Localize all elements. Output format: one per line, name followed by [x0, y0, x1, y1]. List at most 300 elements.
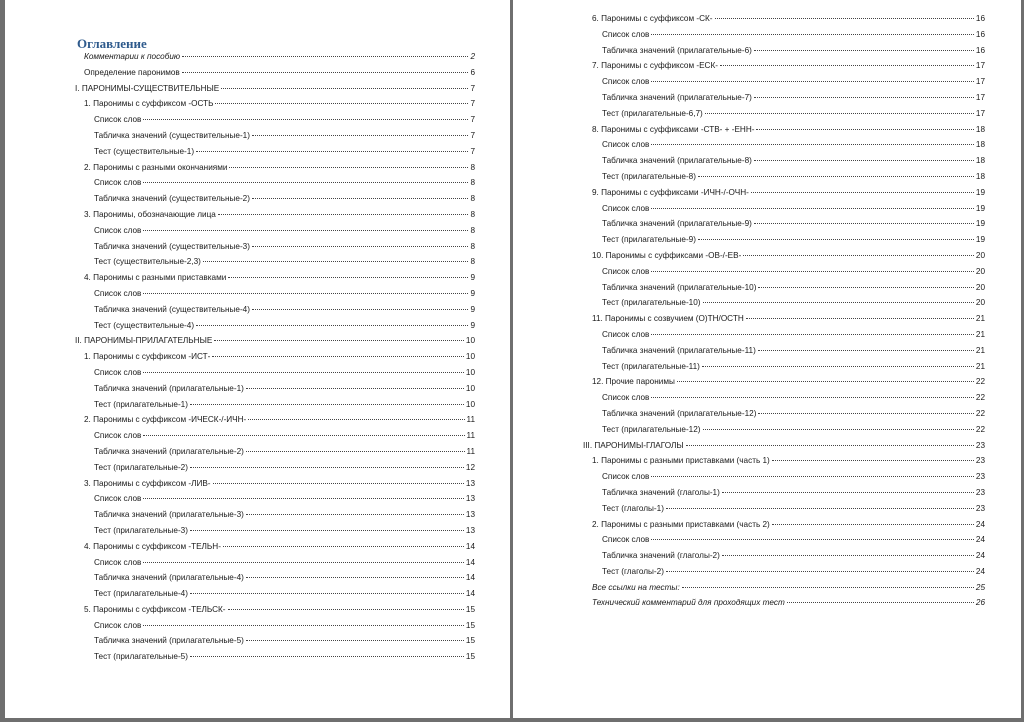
- toc-page-number: 15: [465, 620, 475, 630]
- toc-page-number: 25: [975, 582, 985, 592]
- toc-page-number: 15: [465, 652, 475, 662]
- dot-leader: [190, 593, 464, 594]
- toc-page-number: 18: [975, 140, 985, 150]
- toc-entry-label: Тест (прилагательные-1): [94, 399, 188, 409]
- toc-page-number: 22: [975, 424, 985, 434]
- dot-leader: [756, 129, 973, 130]
- toc-list-left: [5, 52, 475, 668]
- toc-entry[interactable]: [5, 210, 475, 226]
- toc-entry[interactable]: [513, 583, 985, 599]
- dot-leader: [705, 113, 974, 114]
- toc-entry-label: Табличка значений (прилагательные-11): [602, 345, 756, 355]
- toc-entry[interactable]: [513, 362, 985, 378]
- toc-entry[interactable]: [513, 125, 985, 141]
- toc-entry[interactable]: [513, 61, 985, 77]
- toc-entry-label: 10. Паронимы с суффиксами -ОВ-/-ЕВ-: [592, 250, 742, 260]
- toc-entry[interactable]: [5, 621, 475, 637]
- toc-page-number: 8: [470, 162, 475, 172]
- toc-entry-label: Табличка значений (прилагательные-2): [94, 446, 244, 456]
- toc-entry-label: Табличка значений (прилагательные-10): [602, 282, 757, 292]
- toc-page-number: 22: [975, 377, 985, 387]
- toc-entry[interactable]: [5, 115, 475, 131]
- toc-entry[interactable]: [513, 298, 985, 314]
- toc-page-number: 20: [975, 298, 985, 308]
- toc-entry[interactable]: [5, 494, 475, 510]
- toc-entry-label: Список слов: [602, 203, 650, 213]
- dot-leader: [203, 261, 469, 262]
- toc-entry-label: 1. Паронимы с суффиксом -ИСТ-: [84, 352, 211, 362]
- toc-entry[interactable]: [5, 384, 475, 400]
- toc-page-number: 8: [470, 241, 475, 251]
- toc-entry-label: Список слов: [94, 115, 142, 125]
- dot-leader: [190, 467, 464, 468]
- toc-page-number: 23: [975, 440, 985, 450]
- toc-page-number: 18: [975, 171, 985, 181]
- toc-entry[interactable]: [5, 289, 475, 305]
- dot-leader: [754, 160, 974, 161]
- toc-entry[interactable]: [5, 52, 475, 68]
- toc-page-number: 23: [975, 472, 985, 482]
- dot-leader: [229, 167, 468, 168]
- toc-entry-label: 1. Паронимы с суффиксом -ОСТЬ: [84, 99, 214, 109]
- dot-leader: [754, 223, 974, 224]
- toc-entry[interactable]: [513, 346, 985, 362]
- toc-entry[interactable]: [513, 488, 985, 504]
- toc-page-number: 20: [975, 282, 985, 292]
- dot-leader: [190, 656, 464, 657]
- toc-title: Оглавление: [77, 36, 147, 51]
- toc-entry[interactable]: [5, 305, 475, 321]
- dot-leader: [212, 356, 464, 357]
- toc-entry-label: Табличка значений (прилагательные-4): [94, 573, 244, 583]
- toc-page-number: 20: [975, 250, 985, 260]
- toc-entry[interactable]: [5, 147, 475, 163]
- dot-leader: [651, 539, 974, 540]
- toc-page-number: 19: [975, 187, 985, 197]
- toc-entry-label: 3. Паронимы с суффиксом -ЛИВ-: [84, 478, 211, 488]
- toc-page-number: 11: [466, 431, 475, 441]
- toc-page-number: 7: [470, 146, 475, 156]
- toc-page-number: 22: [975, 393, 985, 403]
- toc-page-number: 9: [470, 320, 475, 330]
- toc-entry[interactable]: [5, 368, 475, 384]
- toc-page-number: 19: [975, 235, 985, 245]
- toc-page-number: 17: [975, 77, 985, 87]
- dot-leader: [143, 293, 468, 294]
- toc-entry[interactable]: [513, 472, 985, 488]
- toc-entry[interactable]: [513, 393, 985, 409]
- toc-entry[interactable]: [5, 178, 475, 194]
- toc-entry[interactable]: [5, 273, 475, 289]
- dot-leader: [758, 350, 974, 351]
- toc-entry-label: Тест (существительные-2,3): [94, 257, 201, 267]
- toc-entry-label: Список слов: [94, 367, 142, 377]
- dot-leader: [651, 34, 974, 35]
- dot-leader: [758, 413, 973, 414]
- toc-entry[interactable]: [5, 99, 475, 115]
- dot-leader: [223, 546, 464, 547]
- toc-entry[interactable]: [513, 520, 985, 536]
- toc-entry[interactable]: [5, 321, 475, 337]
- toc-entry-label: Список слов: [602, 29, 650, 39]
- toc-entry[interactable]: [513, 46, 985, 62]
- toc-entry-label: 12. Прочие паронимы: [592, 377, 675, 387]
- dot-leader: [143, 119, 468, 120]
- toc-entry-label: Табличка значений (глаголы-2): [602, 551, 720, 561]
- toc-entry[interactable]: [5, 400, 475, 416]
- toc-page-number: 18: [975, 156, 985, 166]
- dot-leader: [190, 530, 464, 531]
- toc-page-number: 10: [465, 367, 475, 377]
- toc-entry[interactable]: [5, 242, 475, 258]
- dot-leader: [758, 287, 973, 288]
- dot-leader: [651, 476, 974, 477]
- toc-page-number: 26: [975, 598, 985, 608]
- toc-entry[interactable]: [5, 431, 475, 447]
- toc-entry-label: Список слов: [602, 77, 650, 87]
- dot-leader: [190, 404, 464, 405]
- toc-page-number: 10: [465, 383, 475, 393]
- toc-entry[interactable]: [513, 267, 985, 283]
- toc-entry-label: III. ПАРОНИМЫ-ГЛАГОЛЫ: [583, 440, 684, 450]
- toc-entry-label: Табличка значений (прилагательные-5): [94, 636, 244, 646]
- toc-page-number: 13: [465, 510, 475, 520]
- toc-entry-label: Определение паронимов: [84, 67, 180, 77]
- toc-entry[interactable]: [5, 542, 475, 558]
- dot-leader: [143, 562, 464, 563]
- dot-leader: [666, 571, 974, 572]
- toc-entry[interactable]: [513, 330, 985, 346]
- toc-entry-label: Тест (прилагательные-5): [94, 652, 188, 662]
- dot-leader: [746, 318, 974, 319]
- toc-page-number: 19: [975, 203, 985, 213]
- toc-page-right: [513, 0, 1021, 718]
- toc-entry-label: Список слов: [94, 557, 142, 567]
- toc-entry[interactable]: [513, 172, 985, 188]
- toc-entry[interactable]: [5, 194, 475, 210]
- toc-entry-label: Тест (прилагательные-8): [602, 171, 696, 181]
- dot-leader: [252, 198, 468, 199]
- dot-leader: [143, 498, 464, 499]
- toc-page-number: 7: [470, 130, 475, 140]
- dot-leader: [213, 483, 464, 484]
- toc-entry[interactable]: [5, 636, 475, 652]
- dot-leader: [720, 65, 974, 66]
- toc-entry-label: 4. Паронимы с суффиксом -ТЕЛЬН-: [84, 541, 221, 551]
- toc-entry-label: Табличка значений (существительные-2): [94, 194, 250, 204]
- toc-entry-label: 11. Паронимы с созвучием (О)ТН/ОСТН: [592, 314, 744, 324]
- toc-entry-label: 2. Паронимы с разными приставками (часть 2): [592, 519, 770, 529]
- toc-page-number: 15: [465, 636, 475, 646]
- toc-page-number: 11: [466, 415, 475, 425]
- dot-leader: [772, 524, 974, 525]
- toc-page-number: 14: [465, 541, 475, 551]
- toc-entry[interactable]: [5, 336, 475, 352]
- toc-page-number: 21: [975, 329, 985, 339]
- toc-page-left: [5, 0, 510, 718]
- toc-page-number: 7: [470, 83, 475, 93]
- toc-page-number: 20: [975, 266, 985, 276]
- dot-leader: [651, 397, 974, 398]
- toc-page-number: 8: [470, 209, 475, 219]
- toc-page-number: 13: [465, 525, 475, 535]
- toc-entry-label: I. ПАРОНИМЫ-СУЩЕСТВИТЕЛЬНЫЕ: [75, 83, 220, 93]
- toc-entry-label: 3. Паронимы, обозначающие лица: [84, 209, 216, 219]
- dot-leader: [651, 81, 974, 82]
- toc-entry-label: 4. Паронимы с разными приставками: [84, 273, 227, 283]
- dot-leader: [228, 277, 468, 278]
- toc-entry[interactable]: [513, 235, 985, 251]
- toc-page-number: 7: [470, 115, 475, 125]
- dot-leader: [698, 176, 974, 177]
- toc-entry[interactable]: [513, 156, 985, 172]
- toc-entry[interactable]: [5, 68, 475, 84]
- toc-entry-label: Список слов: [94, 494, 142, 504]
- toc-entry-label: Список слов: [602, 140, 650, 150]
- toc-entry-label: 1. Паронимы с разными приставками (часть 1): [592, 456, 770, 466]
- toc-page-number: 11: [466, 446, 475, 456]
- dot-leader: [246, 388, 464, 389]
- dot-leader: [182, 72, 469, 73]
- dot-leader: [686, 445, 974, 446]
- toc-page-number: 24: [975, 566, 985, 576]
- toc-entry-label: Список слов: [602, 393, 650, 403]
- toc-entry-label: Табличка значений (прилагательные-12): [602, 408, 757, 418]
- dot-leader: [215, 103, 468, 104]
- toc-entry[interactable]: [5, 526, 475, 542]
- dot-leader: [743, 255, 974, 256]
- toc-entry[interactable]: [513, 283, 985, 299]
- toc-page-number: 23: [975, 503, 985, 513]
- toc-entry[interactable]: [5, 352, 475, 368]
- toc-entry[interactable]: [5, 415, 475, 431]
- dot-leader: [143, 372, 464, 373]
- toc-page-number: 9: [470, 273, 475, 283]
- toc-entry-label: 6. Паронимы с суффиксом -СК-: [592, 14, 713, 23]
- toc-entry-label: Тест (прилагательные-3): [94, 525, 188, 535]
- dot-leader: [248, 419, 464, 420]
- toc-entry-label: Комментарии к пособию: [84, 52, 181, 61]
- toc-page-number: 24: [975, 519, 985, 529]
- toc-entry[interactable]: [5, 84, 475, 100]
- toc-page-number: 16: [975, 45, 985, 55]
- toc-page-number: 8: [470, 257, 475, 267]
- toc-page-number: 10: [465, 336, 475, 346]
- toc-entry-label: Список слов: [602, 535, 650, 545]
- toc-page-number: 13: [465, 494, 475, 504]
- toc-entry[interactable]: [513, 441, 985, 457]
- dot-leader: [218, 214, 469, 215]
- toc-entry[interactable]: [5, 463, 475, 479]
- toc-entry[interactable]: [513, 409, 985, 425]
- dot-leader: [252, 309, 468, 310]
- toc-entry-label: Список слов: [94, 620, 142, 630]
- toc-entry-label: Табличка значений (прилагательные-9): [602, 219, 752, 229]
- toc-entry-label: 8. Паронимы с суффиксами -СТВ- + -ЕНН-: [592, 124, 755, 134]
- dot-leader: [772, 460, 974, 461]
- toc-entry[interactable]: [5, 605, 475, 621]
- toc-entry-label: Тест (существительные-4): [94, 320, 195, 330]
- toc-page-number: 12: [465, 462, 475, 472]
- toc-entry-label: Табличка значений (существительные-4): [94, 304, 250, 314]
- toc-page-number: 17: [975, 92, 985, 102]
- dot-leader: [651, 334, 974, 335]
- toc-page-number: 18: [975, 124, 985, 134]
- toc-page-number: 21: [975, 361, 985, 371]
- toc-entry[interactable]: [513, 598, 985, 614]
- toc-entry[interactable]: [5, 589, 475, 605]
- toc-entry-label: Все ссылки на тесты:: [592, 582, 680, 592]
- dot-leader: [182, 56, 468, 57]
- toc-entry-label: Тест (прилагательные-11): [602, 361, 700, 371]
- toc-entry-label: Список слов: [94, 178, 142, 188]
- toc-page-number: 23: [975, 456, 985, 466]
- toc-entry[interactable]: [513, 551, 985, 567]
- toc-entry[interactable]: [5, 447, 475, 463]
- toc-entry-label: Список слов: [94, 225, 142, 235]
- toc-entry[interactable]: [513, 14, 985, 30]
- dot-leader: [754, 50, 974, 51]
- toc-page-number: 9: [470, 304, 475, 314]
- toc-page-number: 13: [465, 478, 475, 488]
- toc-page-number: 9: [470, 288, 475, 298]
- toc-entry-label: Тест (глаголы-2): [602, 566, 664, 576]
- toc-entry[interactable]: [513, 109, 985, 125]
- toc-page-number: 21: [975, 345, 985, 355]
- toc-entry[interactable]: [5, 573, 475, 589]
- toc-entry[interactable]: [513, 425, 985, 441]
- toc-entry[interactable]: [513, 219, 985, 235]
- toc-entry-label: Тест (прилагательные-2): [94, 462, 188, 472]
- toc-page-number: 19: [975, 219, 985, 229]
- dot-leader: [703, 302, 974, 303]
- dot-leader: [651, 208, 974, 209]
- toc-entry-label: Табличка значений (прилагательные-7): [602, 92, 752, 102]
- dot-leader: [252, 246, 468, 247]
- toc-entry[interactable]: [5, 226, 475, 242]
- dot-leader: [246, 451, 465, 452]
- dot-leader: [196, 151, 468, 152]
- toc-entry[interactable]: [513, 140, 985, 156]
- toc-page-number: 8: [470, 194, 475, 204]
- toc-entry[interactable]: [513, 188, 985, 204]
- toc-entry[interactable]: [513, 456, 985, 472]
- toc-entry[interactable]: [5, 257, 475, 273]
- dot-leader: [143, 625, 464, 626]
- dot-leader: [246, 577, 464, 578]
- toc-page-number: 17: [975, 108, 985, 118]
- toc-page-number: 21: [975, 314, 985, 324]
- toc-entry-label: 9. Паронимы с суффиксами -ИЧН-/-ОЧН-: [592, 187, 749, 197]
- dot-leader: [787, 602, 974, 603]
- dot-leader: [651, 271, 974, 272]
- dot-leader: [221, 88, 468, 89]
- toc-entry-label: Список слов: [602, 266, 650, 276]
- toc-entry-label: 2. Паронимы с разными окончаниями: [84, 162, 228, 172]
- toc-entry-label: Табличка значений (существительные-1): [94, 130, 250, 140]
- toc-entry[interactable]: [5, 163, 475, 179]
- toc-entry[interactable]: [513, 314, 985, 330]
- toc-entry[interactable]: [5, 131, 475, 147]
- toc-page-number: 17: [975, 61, 985, 71]
- toc-entry[interactable]: [513, 251, 985, 267]
- toc-entry-label: Тест (прилагательные-10): [602, 298, 701, 308]
- toc-entry-label: Тест (прилагательные-9): [602, 235, 696, 245]
- dot-leader: [228, 609, 464, 610]
- dot-leader: [703, 429, 974, 430]
- toc-entry[interactable]: [5, 479, 475, 495]
- toc-page-number: 10: [465, 399, 475, 409]
- toc-entry-label: Список слов: [602, 472, 650, 482]
- toc-entry[interactable]: [5, 652, 475, 668]
- toc-entry[interactable]: [513, 204, 985, 220]
- toc-entry-label: Тест (прилагательные-4): [94, 589, 188, 599]
- toc-page-number: 24: [975, 551, 985, 561]
- toc-entry-label: 5. Паронимы с суффиксом -ТЕЛЬСК-: [84, 604, 226, 614]
- toc-entry[interactable]: [513, 504, 985, 520]
- toc-list-right: [513, 14, 985, 614]
- dot-leader: [751, 192, 974, 193]
- dot-leader: [666, 508, 974, 509]
- toc-entry-label: Список слов: [602, 329, 650, 339]
- dot-leader: [702, 366, 974, 367]
- toc-page-number: 22: [975, 408, 985, 418]
- toc-entry[interactable]: [513, 567, 985, 583]
- toc-entry[interactable]: [5, 558, 475, 574]
- toc-entry-label: Тест (существительные-1): [94, 146, 195, 156]
- dot-leader: [651, 144, 974, 145]
- toc-page-number: 15: [465, 604, 475, 614]
- toc-entry-label: Табличка значений (существительные-3): [94, 241, 250, 251]
- toc-page-number: 6: [470, 67, 475, 77]
- toc-entry-label: Тест (глаголы-1): [602, 503, 664, 513]
- toc-entry-label: Табличка значений (прилагательные-8): [602, 156, 752, 166]
- toc-page-number: 2: [470, 52, 475, 61]
- toc-entry[interactable]: [513, 77, 985, 93]
- toc-page-number: 14: [465, 573, 475, 583]
- toc-entry-label: 7. Паронимы с суффиксом -ЕСК-: [592, 61, 718, 71]
- toc-page-number: 8: [470, 178, 475, 188]
- toc-entry-label: Табличка значений (прилагательные-3): [94, 510, 244, 520]
- toc-entry[interactable]: [5, 510, 475, 526]
- toc-entry-label: Табличка значений (глаголы-1): [602, 487, 720, 497]
- toc-page-number: 23: [975, 487, 985, 497]
- toc-entry[interactable]: [513, 30, 985, 46]
- toc-entry[interactable]: [513, 93, 985, 109]
- toc-page-number: 14: [465, 557, 475, 567]
- toc-entry-label: Табличка значений (прилагательные-1): [94, 383, 244, 393]
- dot-leader: [246, 640, 464, 641]
- toc-entry[interactable]: [513, 377, 985, 393]
- dot-leader: [715, 18, 974, 19]
- toc-entry-label: Табличка значений (прилагательные-6): [602, 45, 752, 55]
- toc-entry-label: Тест (прилагательные-6,7): [602, 108, 703, 118]
- dot-leader: [698, 239, 974, 240]
- toc-page-number: 10: [465, 352, 475, 362]
- toc-entry-label: 2. Паронимы с суффиксом -ИЧЕСК-/-ИЧН-: [84, 415, 247, 425]
- dot-leader: [214, 340, 464, 341]
- dot-leader: [143, 435, 464, 436]
- toc-entry-label: Список слов: [94, 288, 142, 298]
- dot-leader: [754, 97, 974, 98]
- toc-page-number: 14: [465, 589, 475, 599]
- toc-entry-label: Список слов: [94, 431, 142, 441]
- toc-entry[interactable]: [513, 535, 985, 551]
- dot-leader: [143, 230, 468, 231]
- toc-entry-label: II. ПАРОНИМЫ-ПРИЛАГАТЕЛЬНЫЕ: [75, 336, 213, 346]
- dot-leader: [246, 514, 464, 515]
- toc-page-number: 16: [975, 14, 985, 23]
